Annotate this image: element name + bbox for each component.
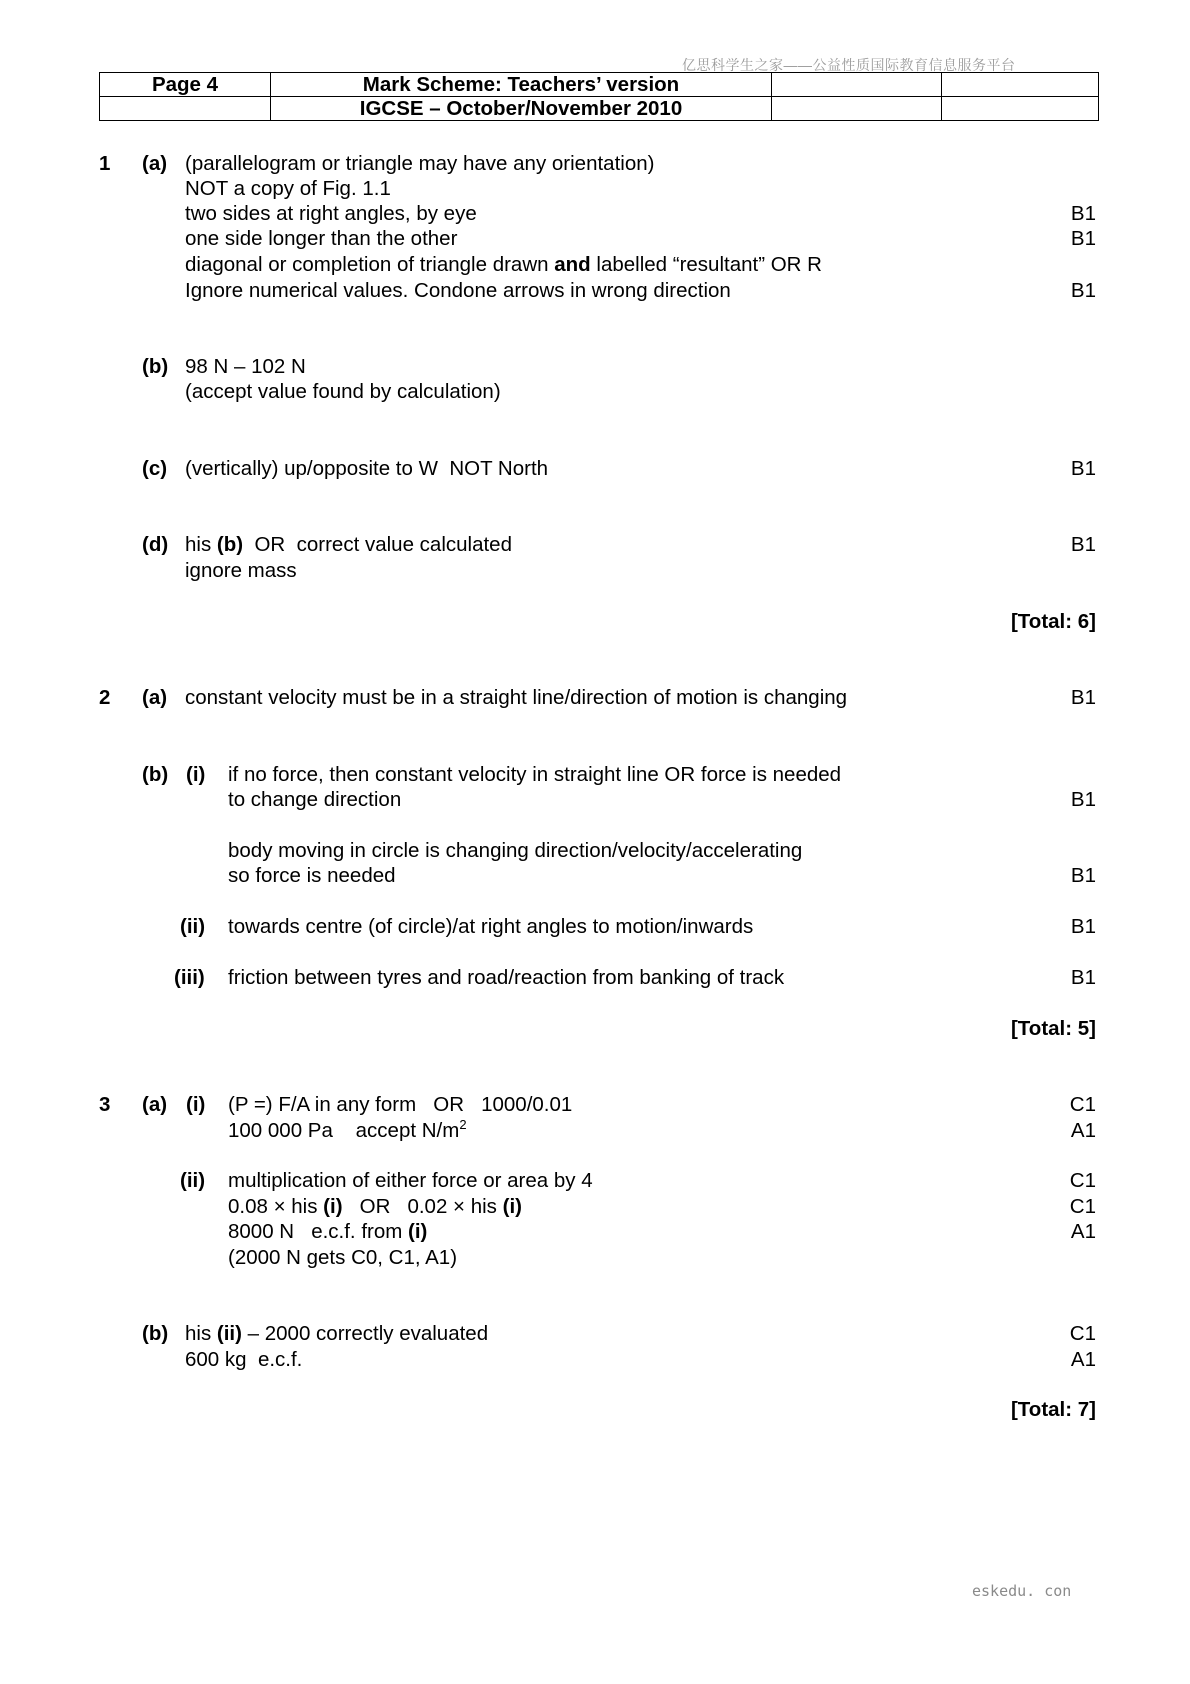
mark: B1 — [1070, 202, 1096, 225]
mark: C1 — [1069, 1195, 1096, 1218]
part-label: (b) — [142, 763, 169, 786]
subpart-label: (ii) — [180, 1169, 206, 1192]
watermark-text: 亿思科学生之家——公益性质国际教育信息服务平台 — [682, 57, 1016, 73]
answer-line: to change direction — [228, 788, 402, 811]
mark: B1 — [1070, 227, 1096, 250]
answer-line: if no force, then constant velocity in straight line OR force is needed — [228, 763, 842, 786]
answer-line: (vertically) up/opposite to W NOT North — [185, 457, 549, 480]
answer-line: friction between tyres and road/reaction from banking of track — [228, 966, 785, 989]
answer-line: diagonal or completion of triangle drawn and labelled “resultant” OR R — [185, 253, 822, 276]
part-label: (a) — [142, 686, 168, 709]
mark: B1 — [1070, 864, 1096, 887]
answer-line: so force is needed — [228, 864, 396, 887]
answer-line: NOT a copy of Fig. 1.1 — [185, 177, 391, 200]
answer-line: ignore mass — [185, 559, 297, 582]
subpart-label: (iii) — [174, 966, 205, 989]
mark: A1 — [1070, 1119, 1096, 1142]
answer-line: (accept value found by calculation) — [185, 380, 501, 403]
answer-line: (P =) F/A in any form OR 1000/0.01 — [228, 1093, 573, 1116]
part-label: (a) — [142, 1093, 168, 1116]
header-empty-cell — [100, 97, 271, 121]
mark: B1 — [1070, 915, 1096, 938]
answer-line: his (b) OR correct value calculated — [185, 533, 512, 556]
answer-line: one side longer than the other — [185, 227, 458, 250]
mark: C1 — [1069, 1322, 1096, 1345]
mark: C1 — [1069, 1169, 1096, 1192]
part-label: (a) — [142, 152, 168, 175]
part-label: (d) — [142, 533, 169, 556]
part-label: (b) — [142, 1322, 169, 1345]
total-marks: [Total: 6] — [1010, 610, 1096, 633]
header-title: Mark Scheme: Teachers’ version — [271, 73, 772, 97]
subpart-label: (ii) — [180, 915, 206, 938]
mark: A1 — [1070, 1220, 1096, 1243]
mark: C1 — [1069, 1093, 1096, 1116]
header-empty-cell — [942, 97, 1099, 121]
question-number: 1 — [99, 152, 111, 175]
mark: B1 — [1070, 686, 1096, 709]
header-empty-cell — [772, 97, 942, 121]
mark: B1 — [1070, 279, 1096, 302]
header-page: Page 4 — [100, 73, 271, 97]
mark: A1 — [1070, 1348, 1096, 1371]
answer-line: 0.08 × his (i) OR 0.02 × his (i) — [228, 1195, 522, 1218]
answer-line: Ignore numerical values. Condone arrows in wrong direction — [185, 279, 731, 302]
total-marks: [Total: 5] — [1010, 1017, 1096, 1040]
question-number: 3 — [99, 1093, 111, 1116]
part-label: (c) — [142, 457, 168, 480]
mark: B1 — [1070, 966, 1096, 989]
answer-line: towards centre (of circle)/at right angles to motion/inwards — [228, 915, 754, 938]
answer-line: (2000 N gets C0, C1, A1) — [228, 1246, 458, 1269]
answer-line: 100 000 Pa accept $N/m^2$ — [228, 1117, 467, 1142]
header-empty-cell — [772, 73, 942, 97]
answer-line: multiplication of either force or area by 4 — [228, 1169, 593, 1192]
part-label: (b) — [142, 355, 169, 378]
answer-line: constant velocity must be in a straight line/direction of motion is changing — [185, 686, 848, 709]
header-table — [99, 72, 1099, 121]
subpart-label: (i) — [186, 1093, 206, 1116]
footer-site: eskedu. con — [972, 1582, 1072, 1600]
header-exam: IGCSE – October/November 2010 — [271, 97, 772, 121]
answer-line: two sides at right angles, by eye — [185, 202, 477, 225]
total-marks: [Total: 7] — [1010, 1398, 1096, 1421]
answer-line: (parallelogram or triangle may have any orientation) — [185, 152, 655, 175]
mark: B1 — [1070, 457, 1096, 480]
mark: B1 — [1070, 533, 1096, 556]
subpart-label: (i) — [186, 763, 206, 786]
question-number: 2 — [99, 686, 111, 709]
answer-line: his (ii) – 2000 correctly evaluated — [185, 1322, 489, 1345]
answer-line: 8000 N e.c.f. from (i) — [228, 1220, 428, 1243]
answer-line: body moving in circle is changing direction/velocity/accelerating — [228, 839, 803, 862]
answer-line: 600 kg e.c.f. — [185, 1348, 303, 1371]
mark: B1 — [1070, 788, 1096, 811]
header-empty-cell — [942, 73, 1099, 97]
answer-line: 98 N – 102 N — [185, 355, 306, 378]
